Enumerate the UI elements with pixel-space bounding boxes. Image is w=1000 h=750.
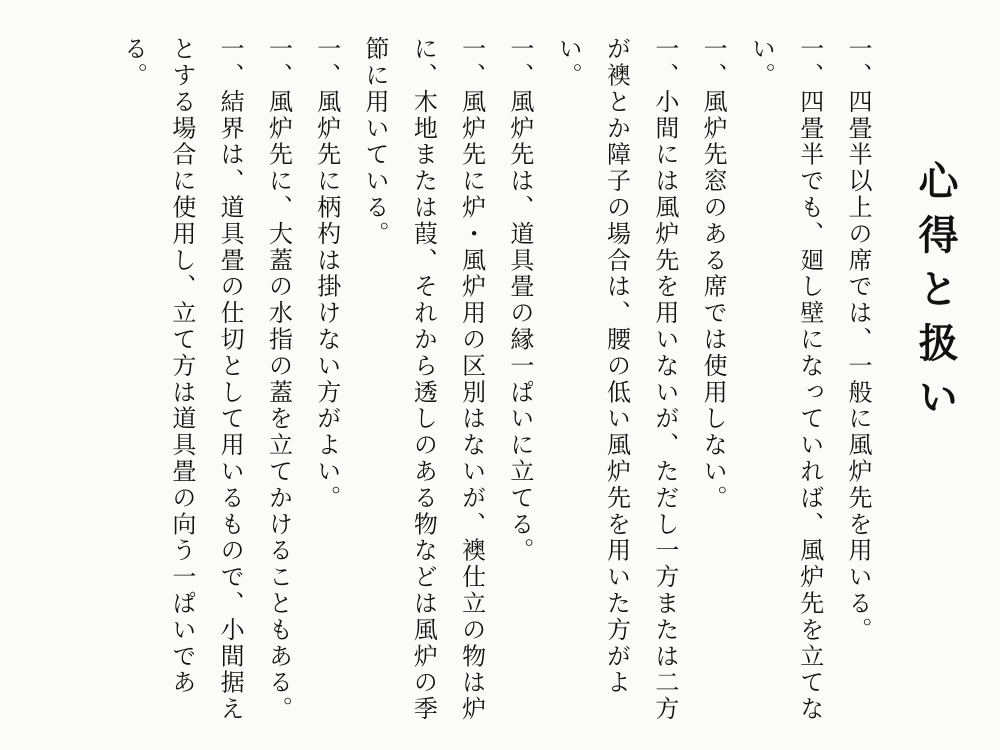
list-item: 一、風炉先に炉・風炉用の区別はないが、襖仕立の物は炉に、木地または葭、それから透しのある物などは風炉の季節に用いている。	[361, 36, 486, 723]
page-title: 心得と扱い	[912, 160, 959, 430]
list-item: 一、風炉先は、道具畳の縁一ぱいに立てる。	[505, 36, 534, 564]
list-item: 一、風炉先窓のある席では使用しない。	[699, 36, 728, 512]
list-item: 一、結界は、道具畳の仕切として用いるもので、小間据えとする場合に使用し、立て方は道具畳の向う一ぱいである。	[119, 36, 245, 723]
list-item: 一、四畳半以上の席では、一般に風炉先を用いる。	[844, 36, 872, 644]
list-item: 一、風炉先に、大蓋の水指の蓋を立てかけることもある。	[264, 36, 293, 723]
list-item: 一、四畳半でも、廻し壁になっていれば、風炉先を立てない。	[747, 36, 824, 723]
list-item: 一、風炉先に柄杓は掛けない方がよい。	[312, 36, 341, 512]
document-body	[109, 36, 882, 726]
list-item: 一、小間には風炉先を用いないが、ただし一方または二方が襖とか障子の場合は、腰の低い風炉先を用いた方がよい。	[554, 36, 679, 723]
